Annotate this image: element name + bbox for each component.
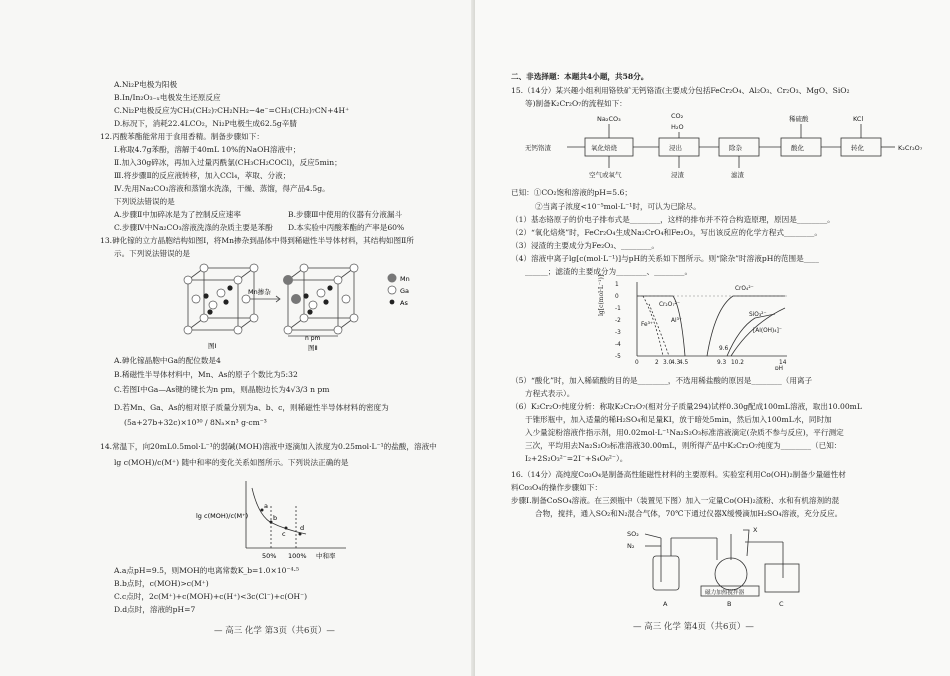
q13-option-b: B.稀磁性半导体材料中，Mn、As的原子个数比为5:32 [114,370,298,379]
step-conversion: 转化 [851,144,864,152]
q15-part-6-cont: I₂+2S₂O₃²⁻=2I⁻+S₄O₆²⁻）。 [525,454,628,463]
ytick-m1: -1 [615,306,621,312]
xtick-102: 10.2 [731,360,744,366]
stirrer-label: 磁力加热搅拌器 [705,590,745,596]
q11-option-b: B.In/In₂O₃₋ₓ电极发生还原反应 [114,93,221,102]
ytick-m3: -3 [615,330,621,336]
figure-2-label: 图Ⅱ [308,344,318,352]
q12-option-b: B.步骤Ⅲ中使用的仪器有分液漏斗 [288,210,403,219]
xtick-43: 4.3 [671,360,681,366]
annotation-96: 9.6 [719,346,729,352]
q14-option-a: A.a点pH=9.5，则MOH的电离常数K_b=1.0×10⁻⁴·⁵ [114,566,300,575]
xtick-0: 0 [635,360,639,366]
label-a: A [663,600,668,608]
species-al3: Al³⁺ [671,318,682,324]
q15-stem: 15.（14分）某兴趣小组利用铬铁矿无钙铬渣(主要成分包括FeCr₂O₄、Al₂O₃、Cr₂O₃、MgO、SiO₂ [511,86,850,95]
label-c: C [779,600,784,608]
graph-xlabel: 中和率 [316,552,336,560]
exam-page-4 [475,0,950,676]
ytick-m4: -4 [615,342,621,348]
step-leaching: 浸出 [669,144,682,152]
species-aloh4: [Al(OH)₄]⁻ [753,328,782,334]
xtick-14: 14 [779,360,787,366]
process-flowchart [523,110,923,185]
figure-1-label: 图Ⅰ [208,342,217,350]
q14-stem: lg c(MOH)/c(M⁺) 随中和率的变化关系如图所示。下列说法正确的是 [114,458,349,467]
reagent-na2co3: Na₂CO₃ [597,115,621,123]
flow-start: 无钙铬渣 [525,144,551,152]
lattice-length-label: n pm [305,335,321,342]
q11-option-c: C.Ni₂P电极反应为CH₃(CH₂)₇CH₂NH₂−4e⁻=CH₃(CH₂)₇CN+4H⁺ [114,106,350,115]
q13-density-formula: (5a+27b+32c)×10³⁰ / 8Nₐ×n³ g·cm⁻³ [124,418,267,427]
q13-option-a: A.砷化镓晶胞中Ga的配位数是4 [114,356,221,365]
q12-question: 下列说法错误的是 [114,197,175,206]
instrument-x: X [753,526,758,534]
q16-stem: 16.（14分）高纯度Co₃O₄是制备高性能磁性材料的主要原料。实验室利用Co(OH)₂制备少量磁性材 [511,470,846,479]
q15-part-5: （5）“酸化”时，加入稀硫酸的目的是________，不选用稀盐酸的原因是________（用离子 [511,376,813,385]
q14-option-d: D.d点时，溶液的pH=7 [114,605,196,614]
tick-100: 100% [288,552,307,560]
q15-part-2: （2）“氧化焙烧”时，FeCr₂O₄生成Na₂CrO₄和Fe₂O₃，写出该反应的化学方程式________。 [511,228,822,237]
q13-stem: 示。下列说法错误的是 [114,249,190,258]
point-c: c [282,530,286,538]
q15-part-6-cont: 于锥形瓶中，加入适量的稀H₂SO₄和足量KI，放于暗处5min，然后加入100mL水，同时加 [525,415,832,424]
reagent-kcl: KCl [853,115,864,123]
step-acidification: 酸化 [791,144,804,152]
q15-part-1: （1）基态铬原子的价电子排布式是________，这样的排布并不符合构造原理，原因是________。 [511,215,835,224]
ytick-0: 0 [615,294,619,300]
gas-so2: SO₂ [627,530,639,538]
q12-option-c: C.步骤Ⅳ中Na₂CO₃溶液洗涤的杂质主要是苯酚 [114,223,273,232]
graph-xlabel-ph: pH [775,366,784,370]
q12-stem: 12.丙酸苯酯能常用于食用香精。制备步骤如下： [100,132,264,141]
q12-step: Ⅱ.加入30g碎冰，再加入过量丙酰氯(CH₃CH₂COCl)，反应5min； [114,158,342,167]
ytick-1: 1 [615,282,619,288]
q14-stem: 14.常温下，向20mL0.5mol·L⁻¹的弱碱(MOH)溶液中逐滴加入浓度为0.25mol·L⁻¹的盐酸，溶液中 [100,442,437,451]
label-b: B [727,600,732,608]
step-purification: 除杂 [729,144,742,152]
q15-part-6-cont: 入少量淀粉溶液作指示剂，用0.02mol·L⁻¹Na₂S₂O₃标准溶液滴定(杂质不参与反应)，平行测定 [525,428,844,437]
q12-step: Ⅲ.将步骤Ⅱ的反应液转移，加入CCl₄，萃取、分液； [114,171,291,180]
reagent-h2so4: 稀硫酸 [789,115,809,123]
q12-option-d: D.本实验中丙酸苯酯的产率是60% [288,223,405,232]
q14-option-b: B.b点时，c(MOH)>c(M⁺) [114,579,209,588]
xtick-2: 2 [655,360,659,366]
doping-arrow-label: Mn掺杂 [248,288,271,296]
species-cr2o7: Cr₂O₇²⁻ [659,302,681,308]
legend-as: As [400,299,408,307]
q15-part-6-cont: 三次，平均用去Na₂S₂O₃标准溶液30.00mL，则所得产品中K₂Cr₂O₇纯度为________（已知： [525,441,842,450]
q11-option-a: A.Ni₂P电极为阳极 [114,80,178,89]
q15-stem: 等)制备K₂Cr₂O₇的流程如下： [525,99,627,108]
xtick-93: 9.3 [717,360,727,366]
point-d: d [300,524,305,532]
xtick-3: 3.0 [663,360,673,366]
q13-option-c: C.若图Ⅰ中Ga—As键的键长为n pm，则晶胞边长为4√3/3 n pm [114,385,330,394]
q16-step-1-cont: 合物，搅拌，通入SO₂和N₂混合气体，70℃下通过仪器X缓慢滴加H₂SO₄溶液，充分反应。 [535,509,843,518]
known-2: ②当离子浓度<10⁻⁵mol·L⁻¹时，可认为已除尽。 [535,202,701,211]
apparatus-figure [625,516,825,608]
below-air: 空气或氧气 [589,171,622,179]
legend-mn: Mn [400,275,410,283]
q15-part-6: （6）K₂Cr₂O₇纯度分析：称取K₂Cr₂O₇(相对分子质量294)试样0.30g配成100mL溶液，取出10.00mL [511,402,862,411]
page-footer-3: — 高三 化学 第3页（共6页）— [214,626,335,636]
q15-part-5-cont: 方程式表示）。 [525,389,575,398]
ytick-m5: -5 [615,354,621,360]
graph-ylabel: lg c(MOH)/c(M⁺) [196,512,249,520]
q15-part-4-cont: ______；滤渣的主要成分为________、________。 [525,267,693,276]
neutralization-graph [196,476,356,566]
legend-ga: Ga [400,287,410,295]
below-residue: 浸渣 [671,171,684,179]
q13-stem: 13.砷化镓的立方晶胞结构如图Ⅰ，将Mn掺杂到晶体中得到稀磁性半导体材料，其结构如图Ⅱ所 [100,236,414,245]
species-ph-graph [615,278,795,370]
reagent-h2o: H₂O [671,123,684,131]
point-b: b [273,514,278,522]
section-title: 二、非选择题：本题共4小题，共58分。 [511,72,649,81]
point-a: a [264,502,268,510]
ytick-m2: -2 [615,318,621,324]
page-footer-4: — 高三 化学 第4页（共6页）— [633,622,754,632]
q12-step: Ⅰ.称取4.7g苯酚，溶解于40mL 10%的NaOH溶液中； [114,145,301,154]
reagent-co2: CO₂ [671,112,684,120]
known-1: 已知：①CO₂饱和溶液的pH=5.6； [511,188,632,197]
tick-50: 50% [262,552,277,560]
step-oxidation: 氧化焙烧 [591,144,617,152]
q12-option-a: A.步骤Ⅱ中加碎冰是为了控制反应速率 [114,210,241,219]
q16-step-1: 步骤Ⅰ.制备CoSO₄溶液。在三颈瓶中（装置见下图）加入一定量Co(OH)₂渣粉、水和有机溶剂的混 [511,496,840,505]
q13-option-d: D.若Mn、Ga、As的相对原子质量分别为a、b、c，则稀磁性半导体材料的密度为 [114,403,389,412]
q11-option-d: D.标况下，消耗22.4LCO₂，Ni₂P电极生成62.5g辛腈 [114,119,297,128]
q15-part-3: （3）浸渣的主要成分为Fe₂O₃、________。 [511,241,659,250]
species-cro4: CrO₄²⁻ [735,286,754,292]
species-fe3: Fe³⁺ [641,322,653,328]
q14-option-c: C.c点时，2c(M⁺)+c(MOH)+c(H⁺)<3c(Cl⁻)+c(OH⁻) [114,592,308,601]
below-filter-residue: 滤渣 [731,171,744,179]
flow-product: K₂Cr₂O₇ [898,144,923,152]
q15-part-4: （4）溶液中离子lg[c(mol·L⁻¹)]与pH的关系如下图所示。则“除杂”时溶液pH的范围是____ [511,254,819,263]
species-sio3: SiO₃²⁻ [749,312,767,318]
crystal-structure-figure [170,258,430,353]
gas-n2: N₂ [627,542,635,550]
q16-stem-cont: 料Co₃O₄的操作步骤如下： [511,483,603,492]
q12-step: Ⅳ.先用Na₂CO₃溶液和蒸馏水洗涤，干燥、蒸馏，得产品4.5g。 [114,184,330,193]
graph-ylabel: lg[c(mol·L⁻¹)] [598,274,605,316]
xtick-45: 4.5 [679,360,689,366]
